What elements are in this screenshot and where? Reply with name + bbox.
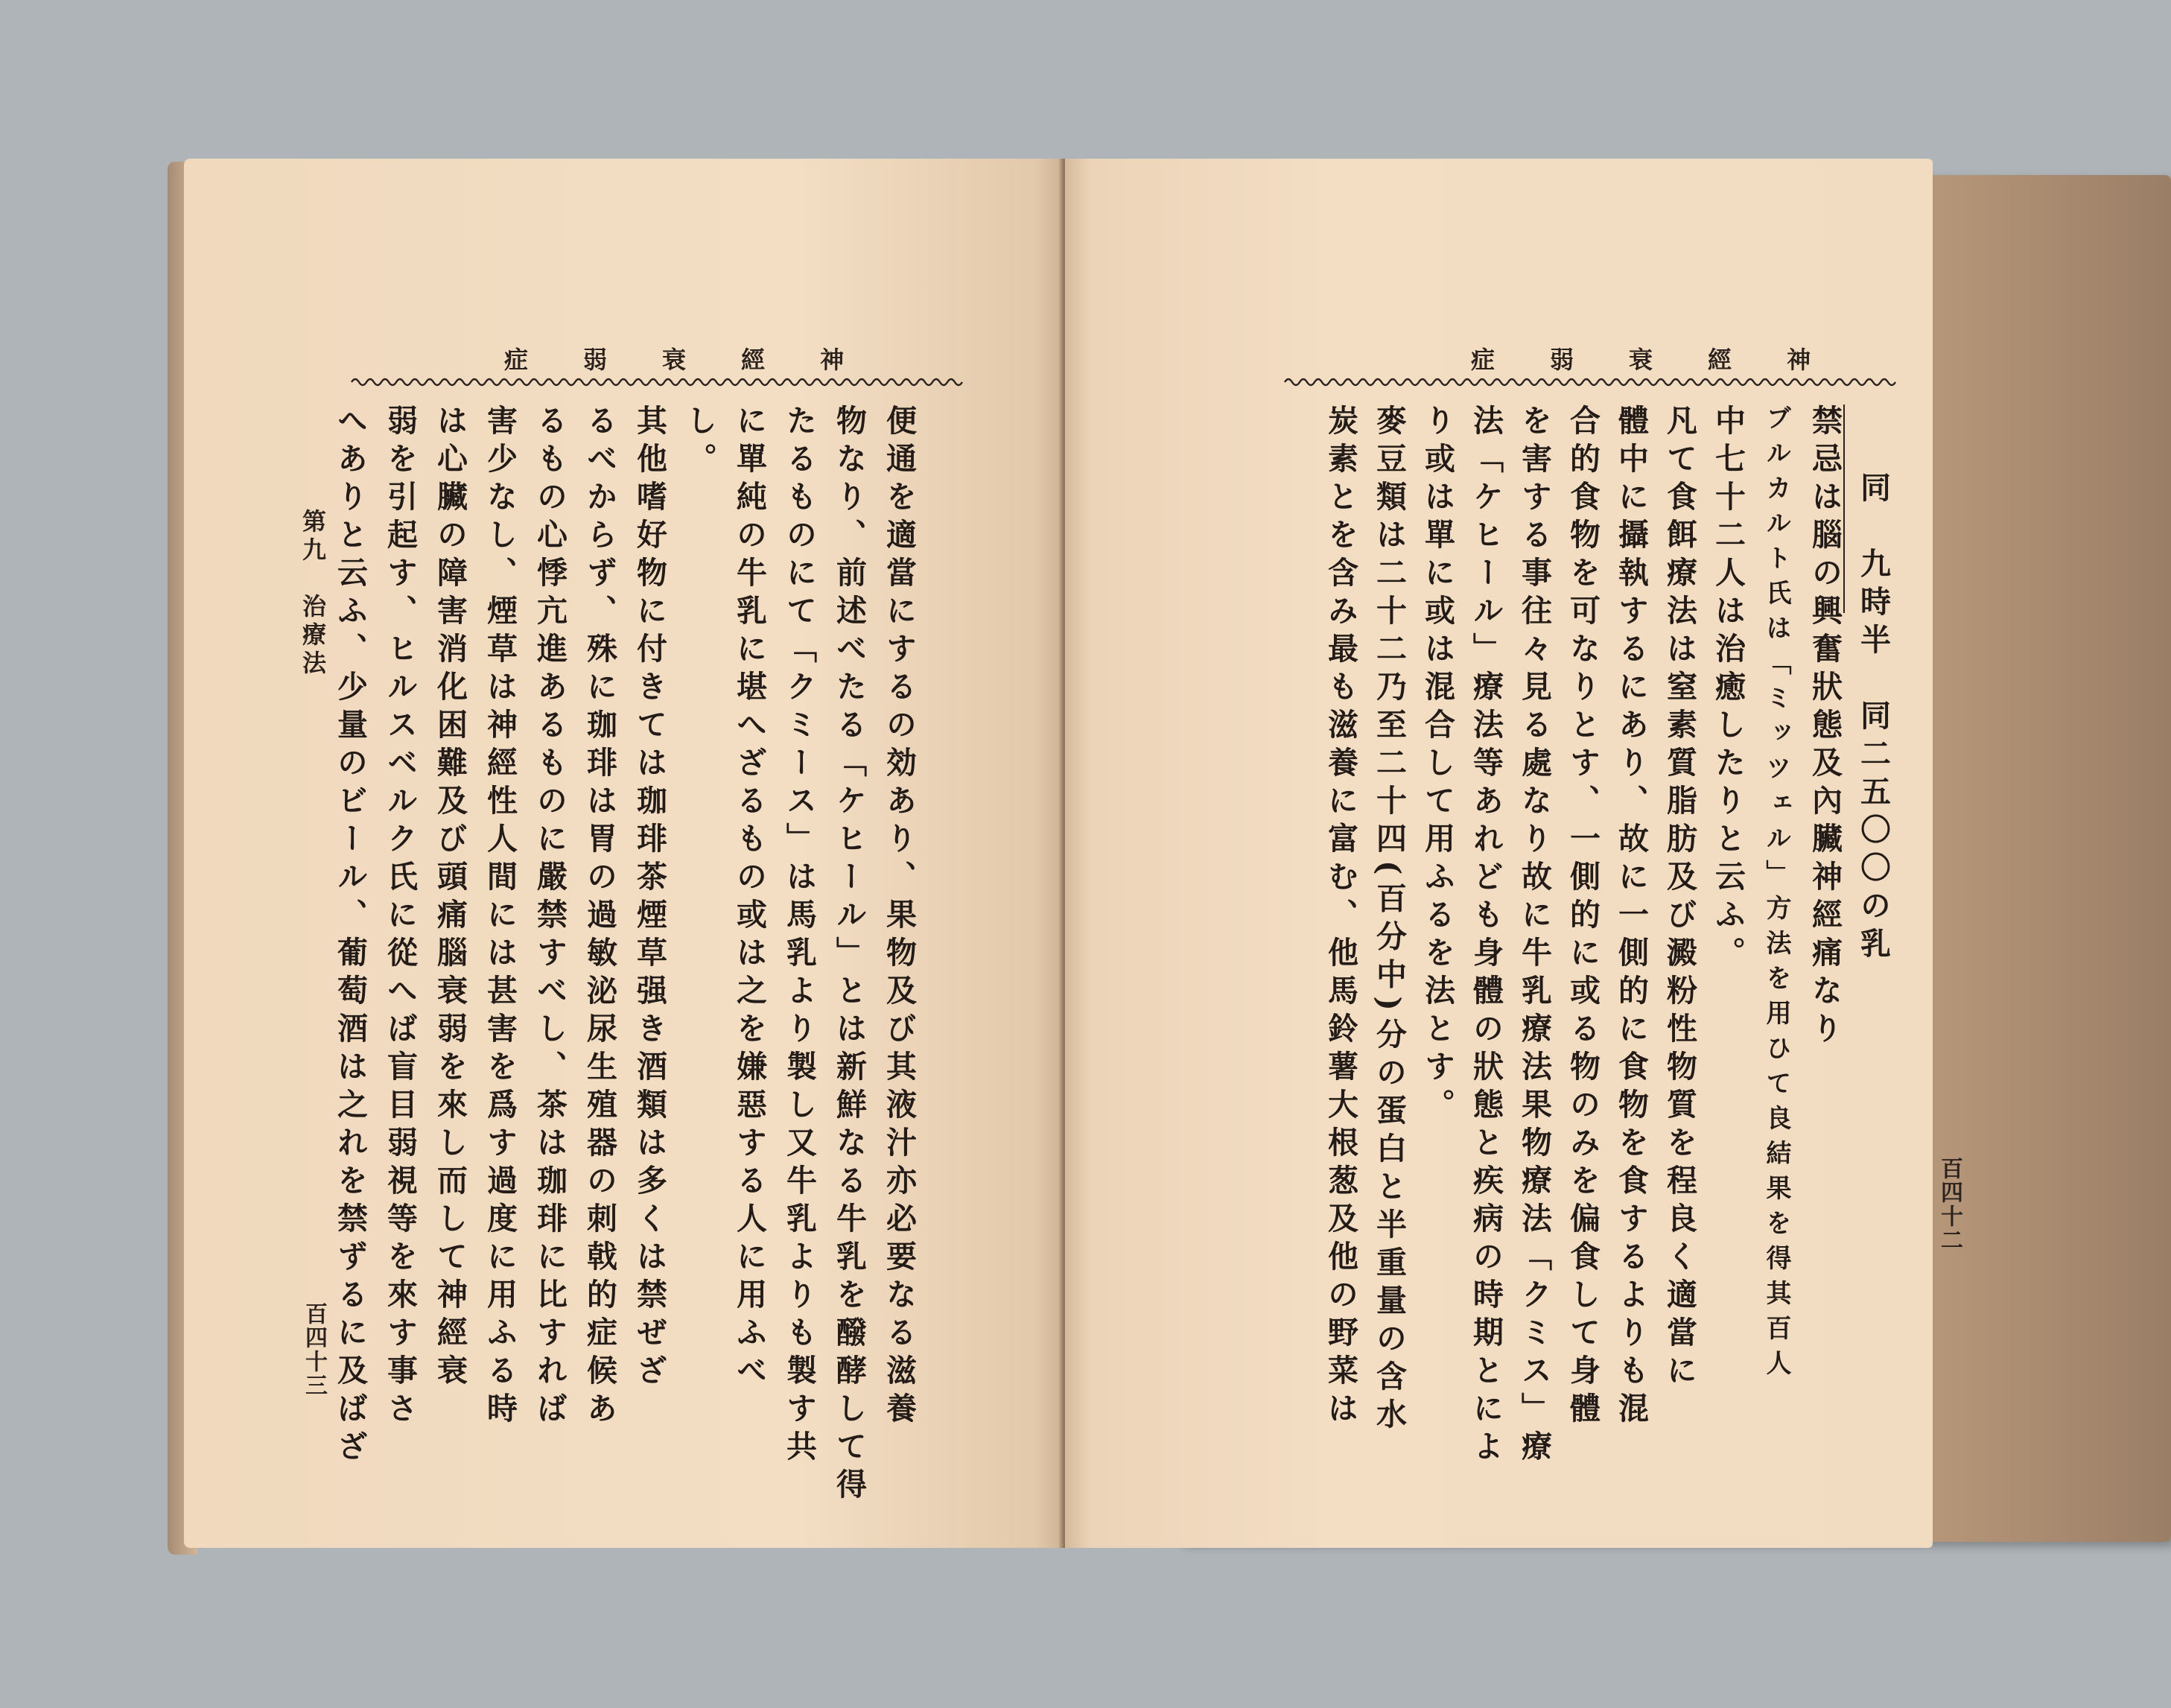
decorative-wave-rule xyxy=(352,375,962,390)
right-text-column-2: 禁忌は腦の興奮狀態及內臟神經痛なり xyxy=(1807,404,1843,1050)
right-text-column-7: 合的食物を可なりとす、一側的に或る物のみを偏食して身體 xyxy=(1565,404,1601,1430)
running-head-char: 症 xyxy=(1471,346,1495,374)
right-text-column-5: 凡て食餌療法は窒素質脂肪及び澱粉性物質を程良く適當に xyxy=(1662,404,1697,1392)
page-number: 百四十三 xyxy=(301,1302,327,1397)
right-page xyxy=(1065,159,1962,1548)
left-text-column-1: 便通を適當にするの効あり、果物及び其液汁亦必要なる滋養 xyxy=(881,404,917,1430)
left-text-column-6: 其他嗜好物に付きては珈琲茶煙草强き酒類は多くは禁ぜざ xyxy=(632,404,667,1392)
running-head-char: 神 xyxy=(820,346,845,374)
decorative-wave-rule xyxy=(1285,375,1895,390)
running-head-char: 神 xyxy=(1787,346,1811,374)
right-running-head xyxy=(1471,341,1811,375)
right-text-column-12: 炭素とを含み最も滋養に富む、他馬鈴薯大根葱及他の野菜は xyxy=(1323,404,1358,1430)
right-text-column-4: 中七十二人は治癒したりと云ふ。 xyxy=(1710,404,1746,974)
right-text-column-8: を害する事往々見る處なり故に牛乳療法果物療法「クミス」療 xyxy=(1516,404,1552,1468)
right-text-column-1: 同 九時半 同二五〇〇の乳 xyxy=(1855,472,1891,965)
left-running-head xyxy=(504,341,844,375)
running-head-char: 經 xyxy=(741,346,766,374)
running-head-char: 衰 xyxy=(662,346,687,374)
right-text-column-10: り或は單に或は混合して用ふるを法とす。 xyxy=(1420,404,1455,1126)
left-page xyxy=(184,159,1063,1548)
left-text-column-5: し。 xyxy=(681,404,717,480)
running-head-char: 經 xyxy=(1708,346,1732,374)
right-text-column-3: ブルカルト氏は「ミッツェル」方法を用ひて良結果を得其百人 xyxy=(1761,404,1791,1385)
open-book xyxy=(168,153,1989,1564)
section-label: 第九 治療法 xyxy=(299,509,327,679)
right-text-column-9: 法「ケヒール」療法等あれども身體の狀態と疾病の時期とによ xyxy=(1468,404,1504,1468)
left-text-column-3: たるものにて「クミース」は馬乳より製し又牛乳よりも製す共 xyxy=(781,404,817,1468)
right-text-column-11: 麥豆類は二十二乃至二十四(百分中)分の蛋白と半重量の含水 xyxy=(1371,404,1407,1436)
left-text-column-11: 弱を引起す、ヒルスベルク氏に從へば盲目弱視等を來す事さ xyxy=(382,404,418,1430)
left-text-column-7: るべからず、殊に珈琲は胃の過敏泌尿生殖器の刺戟的症候あ xyxy=(582,404,617,1430)
left-text-column-12: へありと云ふ、少量のビール、葡萄酒は之れを禁ずるに及ばざ xyxy=(332,404,368,1468)
left-text-column-2: 物なり、前述べたる「ケヒール」とは新鮮なる牛乳を醱酵して得 xyxy=(831,404,867,1506)
running-head-char: 症 xyxy=(504,346,529,374)
left-text-column-8: るもの心悸亢進あるものに嚴禁すべし、茶は珈琲に比すれば xyxy=(532,404,568,1430)
left-text-column-4: に單純の牛乳に堪へざるもの或は之を嫌惡する人に用ふべ xyxy=(731,404,767,1392)
running-head-char: 弱 xyxy=(583,346,608,374)
bracket-rule xyxy=(1843,404,1845,613)
page-number: 百四十二 xyxy=(1936,1157,1962,1252)
left-text-column-9: 害少なし、煙草は神經性人間には甚害を爲す過度に用ふる時 xyxy=(482,404,518,1430)
right-text-column-6: 體中に攝執するにあり、故に一側的に食物を食するよりも混 xyxy=(1613,404,1649,1430)
running-head-char: 衰 xyxy=(1629,346,1653,374)
running-head-char: 弱 xyxy=(1550,346,1574,374)
left-text-column-10: は心臟の障害消化困難及び頭痛腦衰弱を來し而して神經衰 xyxy=(432,404,468,1392)
